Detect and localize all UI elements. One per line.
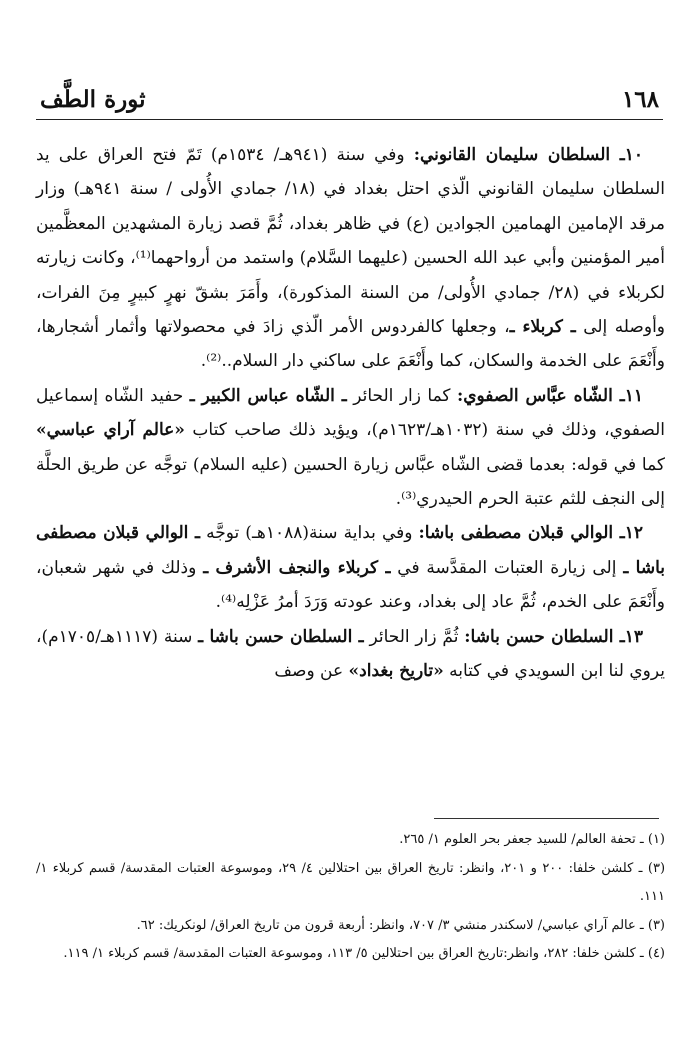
paragraph-10-text: وفي سنة (٩٤١هـ/ ١٥٣٤م) تَمّ فتح العراق على يد السلطان سليمان القانوني الّذي احتل بغداد في (١٨/ جمادي الأُولى / سنة ٩٤١هـ) وزار مرقد الإمامين الهمامين الجوادين (ع) في ظاهر بغداد، ثُمَّ قصد زيارة المشهدين المعظَّمين أمير المؤمنين وأبي عبد الله الحسين (عليهما السَّلام) واستمد من أرواحهما⁽¹⁾، وكانت زيارته لكربلاء في (٢٨/ جمادي الأُولى/ من السنة المذكورة)، وأَمَرَ بشقّ نهرٍ كبيرٍ مِنَ الفرات، وأوصله إلى bbox=[36, 145, 666, 338]
paragraph-11-bold-name: ـ الشّاه عباس الكبير ـ bbox=[189, 385, 347, 406]
paragraph-11-text-2: حفيد الشّاه إسماعيل الصفوي، وذلك في سنة (١٠٣٢هـ/١٦٢٣م)، ويؤيد ذلك صاحب كتاب bbox=[36, 385, 665, 441]
paragraph-11 bbox=[36, 379, 665, 517]
paragraph-11-title: ١١ـ الشّاه عبَّاس الصفوي: bbox=[456, 385, 643, 406]
body-text bbox=[36, 138, 665, 689]
footnote-rule bbox=[434, 818, 659, 819]
paragraph-12-bold-name: ـ الوالي قبلان مصطفى باشا ـ bbox=[36, 523, 665, 578]
footnote-3: (٣) ـ عالم آراي عباسي/ لاسكندر منشي ٣/ ٧٠٧، وانظر: أربعة قرون من تاريخ العراق/ لونكريك: ٦٢. bbox=[136, 917, 665, 933]
paragraph-12-bold-places: ـ كربلاء والنجف الأشرف ـ bbox=[203, 557, 391, 578]
paragraph-11-text-3: كما في قوله: بعدما قضى الشّاه عبَّاس زيارة الحسين (عليه السلام) توجَّه عن طريق الحلَّة إلى النجف للثم عتبة الحرم الحيدري⁽³⁾. bbox=[36, 454, 665, 510]
paragraph-12-text: وفي بداية سنة(١٠٨٨هـ) توجَّه bbox=[200, 523, 419, 544]
paragraph-13-text: ثُمَّ زار الحائر bbox=[363, 626, 465, 647]
footnote-1: (١) ـ تحفة العالم/ للسيد جعفر بحر العلوم ١/ ٢٦٥. bbox=[399, 832, 665, 847]
paragraph-13-text-3: عن وصف bbox=[274, 661, 349, 682]
footnote-2: (٣) ـ كلشن خلفا: ٢٠٠ و ٢٠١، وانظر: تاريخ العراق بين احتلالين ٤/ ٢٩، وموسوعة العتبات المقدسة/ قسم كربلاء ١/ ١١١. bbox=[36, 860, 666, 904]
paragraph-10-text-2: ، وجعلها كالفردوس الأمر الّذي زادَ في محصولاتها وأثمار أشجارها، وأَنْعَمَ على الخدمة والسكان، كما وأَنْعَمَ على ساكني دار السلام..⁽²⁾. bbox=[36, 317, 665, 372]
paragraph-13-title: ١٣ـ السلطان حسن باشا: bbox=[464, 626, 643, 647]
paragraph-10 bbox=[36, 138, 665, 379]
page-header bbox=[40, 86, 659, 116]
paragraph-10-title: ١٠ـ السلطان سليمان القانوني: bbox=[413, 145, 644, 165]
paragraph-10-karbala: ـ كربلاء ـ bbox=[509, 317, 576, 338]
paragraph-13-bold-name: ـ السلطان حسن باشا ـ bbox=[198, 626, 364, 647]
paragraph-13-text-2: سنة (١١١٧هـ/١٧٠٥م)، يروي لنا ابن السويدي في كتابه bbox=[36, 626, 665, 682]
paragraph-12 bbox=[36, 516, 665, 619]
paragraph-11-text: كما زار الحائر bbox=[346, 385, 457, 406]
paragraph-12-text-2: إلى زيارة العتبات المقدَّسة في bbox=[390, 557, 624, 578]
paragraph-12-title: ١٢ـ الوالي قبلان مصطفى باشا: bbox=[418, 523, 643, 544]
footnotes bbox=[36, 826, 665, 969]
header-rule bbox=[36, 119, 663, 120]
running-title: ثورة الطَّف bbox=[40, 86, 146, 113]
footnote-4: (٤) ـ كلشن خلفا: ٢٨٢، وانظر:تاريخ العراق بين احتلالين ٥/ ١١٣، وموسوعة العتبات المقدسة/ قسم كربلاء ١/ ١١٩. bbox=[63, 946, 665, 961]
page-number: ١٦٨ bbox=[621, 86, 659, 113]
paragraph-13-book-title: «تاريخ بغداد» bbox=[348, 661, 444, 682]
paragraph-13 bbox=[36, 620, 665, 689]
paragraph-12-text-3: وذلك في شهر شعبان، وأَنْعَمَ على الخدم، ثُمَّ عاد إلى بغداد، وعند عودته وَرَدَ أمرُ عَزْلِه⁽⁴⁾. bbox=[36, 557, 665, 613]
paragraph-11-book-title: «عالم آراي عباسي» bbox=[36, 420, 185, 441]
